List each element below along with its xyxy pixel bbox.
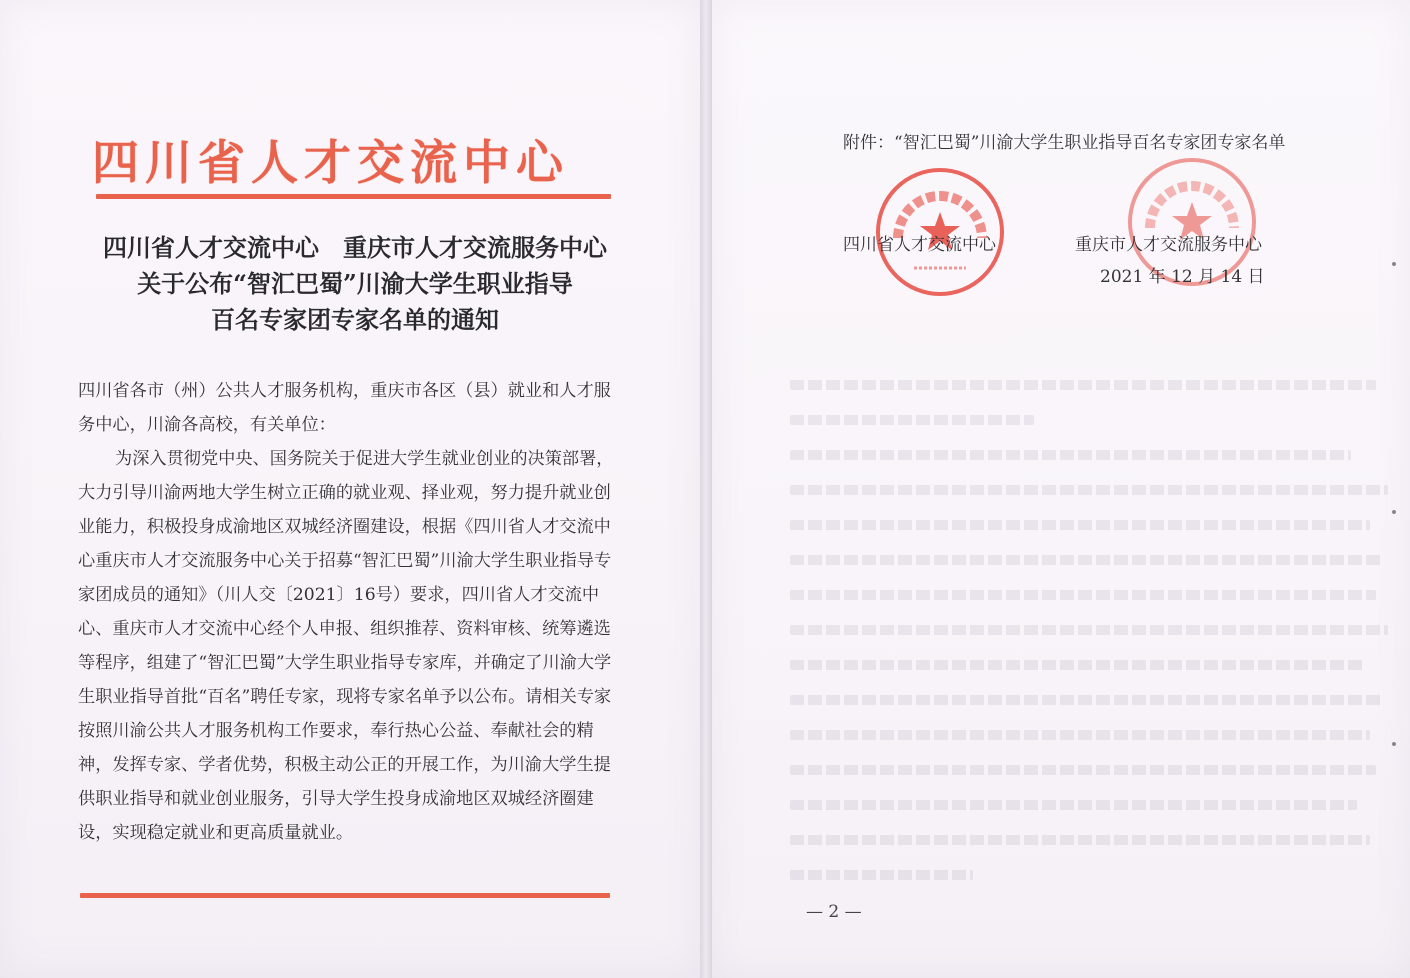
page-gutter (700, 0, 712, 978)
letterhead-rule-bottom (80, 893, 610, 898)
scan-speck (1392, 742, 1396, 746)
signer-sichuan: 四川省人才交流中心 (843, 235, 996, 255)
document-title-line-3: 百名专家团专家名单的通知 (211, 305, 499, 334)
letterhead-title: 四川省人才交流中心 (92, 136, 569, 191)
letterhead-rule-top (96, 194, 611, 199)
signer-chongqing: 重庆市人才交流服务中心 (1075, 235, 1262, 255)
page-number: — 2 — (806, 902, 862, 922)
scan-speck (1392, 262, 1396, 266)
body-paragraph (78, 442, 618, 850)
scan-speck (1392, 510, 1396, 514)
bleed-through-lines (790, 380, 1400, 905)
salutation-text: 四川省各市（州）公共人才服务机构，重庆市各区（县）就业和人才服务中心，川渝各高校，有关单位： (78, 381, 611, 435)
document-title-line-1: 四川省人才交流中心 重庆市人才交流服务中心 (103, 233, 607, 262)
signing-date: 2021 年 12 月 14 日 (1100, 267, 1265, 287)
document-title-line-2: 关于公布“智汇巴蜀”川渝大学生职业指导 (137, 269, 573, 298)
body-paragraph-text: 为深入贯彻党中央、国务院关于促进大学生就业创业的决策部署，大力引导川渝两地大学生树立正确的就业观、择业观，努力提升就业创业能力，积极投身成渝地区双城经济圈建设，根据《四川省人才交流中心重庆市人才交流服务中心关于招募“智汇巴蜀”川渝大学生职业指导专家团成员的通知》（川人交〔2021〕16号）要求，四川省人才交流中心、重庆市人才交流中心经个人申报、组织推荐、资料审核、统筹遴选等程序，组建了“智汇巴蜀”大学生职业指导专家库，并确定了川渝大学生职业指导首批“百名”聘任专家，现将专家名单予以公布。请相关专家按照川渝公共人才服务机构工作要求，奉行热心公益、奉献社会的精神，发挥专家、学者优势，积极主动公正的开展工作，为川渝大学生提供职业指导和就业创业服务，引导大学生投身成渝地区双城经济圈建设，实现稳定就业和更高质量就业。 (78, 449, 614, 843)
attachment-line: 附件：“智汇巴蜀”川渝大学生职业指导百名专家团专家名单 (843, 133, 1286, 153)
salutation (78, 374, 618, 442)
